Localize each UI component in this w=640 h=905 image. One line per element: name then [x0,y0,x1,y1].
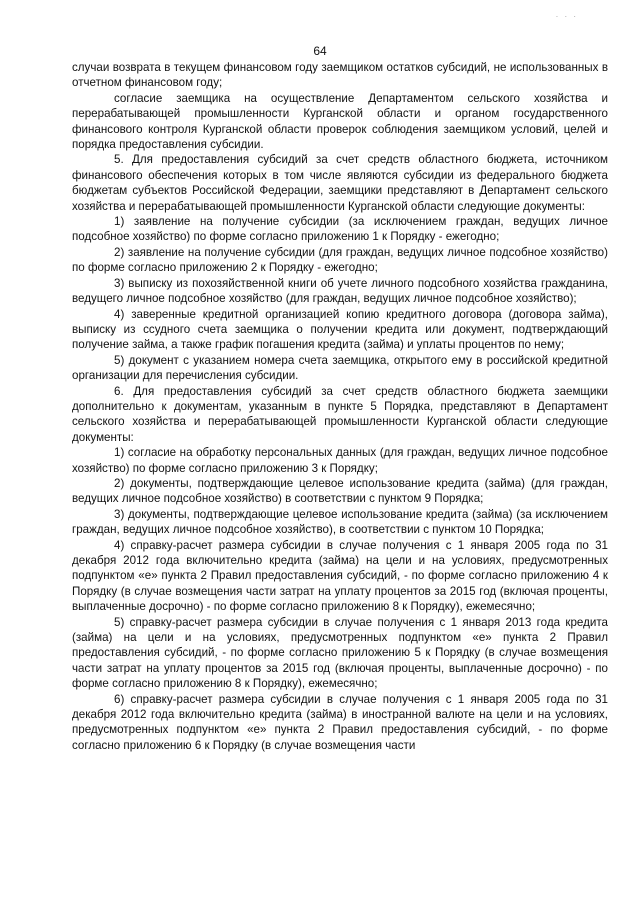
paragraph: 2) заявление на получение субсидии (для граждан, ведущих личное подсобное хозяйство) по форме согласно приложению 2 к Порядку - ежегодно; [72,245,608,275]
paragraph: 1) согласие на обработку персональных данных (для граждан, ведущих личное подсобное хозяйство) по форме согласно приложению 3 к Порядку; [72,446,608,475]
paragraph: согласие заемщика на осуществление Департаментом сельского хозяйства и перерабатывающей промышленности Курганской области и органом государственного финансового контроля Курганской области проверок соблюдения заемщиком условий, целей и порядка предоставления субсидии. [72,91,608,152]
paragraph: случаи возврата в текущем финансовом году заемщиком остатков субсидий, не использованных в отчетном финансовом году; [72,61,608,90]
paragraph: 3) документы, подтверждающие целевое использование кредита (займа) (за исключением граждан, ведущих личное подсобное хозяйство), в соответствии с пунктом 10 Порядка; [72,507,608,537]
paragraph: 5. Для предоставления субсидий за счет средств областного бюджета, источником финансового обеспечения которых в том числе являются субсидии из федерального бюджета бюджетам субъектов Российской Федерации, заемщики представляют в Департамент сельского хозяйства и перерабатывающей промышленности Курганской области следующие документы: [72,153,608,213]
body-text [72,60,608,753]
paragraph: 6) справку-расчет размера субсидии в случае получения с 1 января 2005 года по 31 декабря 2012 года включительно кредита (займа) в иностранной валюте на цели и на условиях, предусмотренных подпунктом «е» пункта 2 Правил предоставления субсидий, - по форме согласно приложению 6 к Порядку (в случае возмещения части [72,692,608,752]
paragraph: 5) документ с указанием номера счета заемщика, открытого ему в российской кредитной организации для перечисления субсидии. [72,353,608,383]
page-number: 64 [313,44,327,58]
paragraph: 1) заявление на получение субсидии (за исключением граждан, ведущих личное подсобное хозяйство) по форме согласно приложению 1 к Порядку - ежегодно; [72,215,608,244]
paragraph: 6. Для предоставления субсидий за счет средств областного бюджета заемщики дополнительно к документам, указанным в пункте 5 Порядка, представляют в Департамент сельского хозяйства и перерабатывающей промышленности Курганской области следующие документы: [72,384,608,444]
paragraph: 4) заверенные кредитной организацией копию кредитного договора (договора займа), выписку из ссудного счета заемщика о получении кредита или документ, подтверждающий получение займа, а также график погашения кредита (займа) и уплаты процентов по нему; [72,307,608,352]
paragraph: 4) справку-расчет размера субсидии в случае получения с 1 января 2005 года по 31 декабря 2012 года включительно кредита (займа) на цели и на условиях, предусмотренных подпунктом «е» пункта 2 Правил предоставления субсидий, - по форме согласно приложению 4 к Порядку (в случае возмещения части затрат на уплату процентов за 2015 год (включая проценты, выплаченные досрочно) - по форме согласно приложению 8 к Порядку), ежемесячно; [72,538,608,614]
paragraph: 3) выписку из похозяйственной книги об учете личного подсобного хозяйства гражданина, ведущего личное подсобное хозяйство (для граждан, ведущих личное подсобное хозяйство); [72,276,608,306]
paragraph: 2) документы, подтверждающие целевое использование кредита (займа) (для граждан, ведущих личное подсобное хозяйство) в соответствии с пунктом 9 Порядка; [72,476,608,506]
scan-marks: · · · [555,12,578,21]
paragraph: 5) справку-расчет размера субсидии в случае получения с 1 января 2013 года кредита (займа) на цели и на условиях, предусмотренных подпунктом «е» пункта 2 Правил предоставления субсидий, - по форме согласно приложению 5 к Порядку (в случае возмещения части затрат на уплату процентов за 2015 год (включая проценты, выплаченные досрочно) - по форме согласно приложению 8 к Порядку), ежемесячно; [72,615,608,691]
